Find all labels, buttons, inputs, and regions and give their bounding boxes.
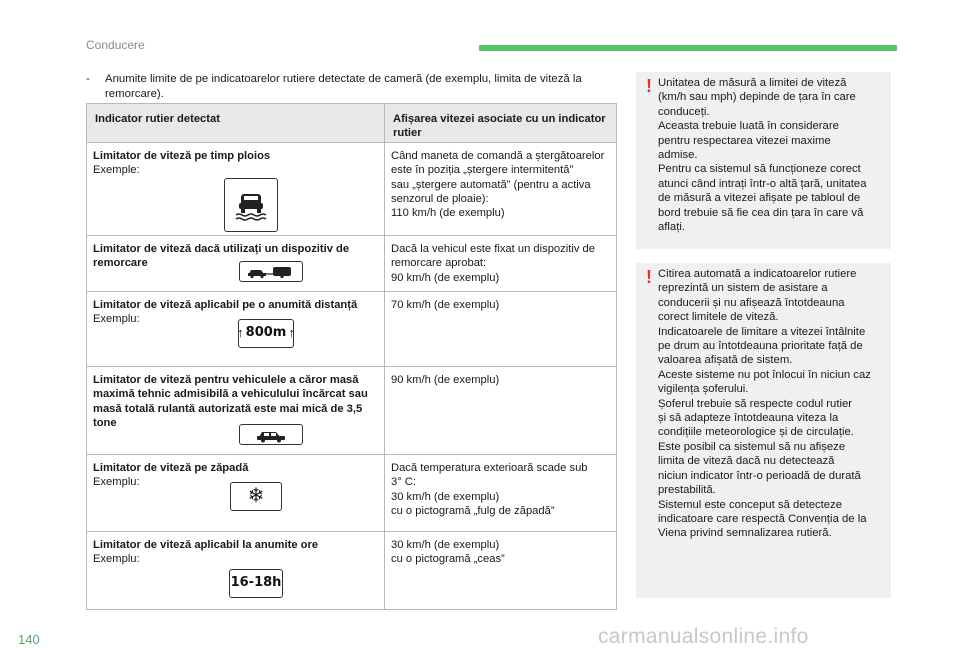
note-line: Șoferul trebuie să respecte codul rutier (658, 397, 853, 410)
speed-cell (385, 292, 617, 367)
header-detected-sign: Indicator rutier detectat (87, 104, 385, 143)
sign-cell (87, 236, 385, 292)
speed-line: Dacă temperatura exterioară scade sub (391, 462, 588, 474)
traffic-sign-table (86, 103, 617, 610)
distance-sign-icon: ↑ 800m ↑ (238, 319, 294, 348)
intro-paragraph (86, 72, 616, 102)
sign-cell (87, 143, 385, 236)
note-line: Indicatoarele de limitare a vitezei întâlnite (658, 325, 866, 338)
table-row (87, 455, 617, 532)
speed-line: 110 km/h (de exemplu) (391, 207, 505, 220)
note-line: vigilența șoferului. (658, 383, 749, 396)
note-line: Viena privind semnalizarea rutieră. (658, 527, 832, 540)
row-sub: Exemplu: (93, 553, 140, 566)
speed-line: este în poziția „ștergere intermitentă” (391, 164, 574, 177)
note-line: condițiile meteorologice și de circulație. (658, 426, 854, 439)
note-line: niciun indicator într-o perioadă de durată (658, 469, 861, 482)
table-header-row (87, 104, 617, 143)
note-line: Aceste sisteme nu pot înlocui în niciun caz (658, 368, 871, 381)
row-title: Limitator de viteză aplicabil pe o anumită distanță (93, 299, 358, 311)
sign-cell (87, 292, 385, 367)
note-line: Pentru ca sistemul să funcționeze corect (658, 163, 861, 176)
snowflake-sign-icon: ❄ (230, 482, 282, 511)
speed-line: 70 km/h (de exemplu) (391, 299, 500, 311)
speed-cell (385, 455, 617, 532)
car-trailer-sign-icon (239, 261, 303, 282)
bullet-dash: - (86, 73, 90, 85)
speed-cell (385, 236, 617, 292)
row-sub: Exemplu: (93, 476, 140, 489)
section-title: Conducere (86, 38, 145, 52)
note-line: prestabilită. (658, 484, 716, 497)
speed-line: Când maneta de comandă a ștergătoarelor (391, 150, 605, 162)
row-title: Limitator de viteză pentru vehiculele a căror masă maximă tehnic admisibilă a vehiculului încărcat sau masă totală rulantă autorizată este mai mică de 3,5 tone (93, 374, 368, 429)
note-line: pentru respectarea vitezei maxime (658, 134, 831, 147)
table-row (87, 292, 617, 367)
car-sign-icon (239, 424, 303, 445)
table-row (87, 236, 617, 292)
speed-line: cu o pictogramă „ceas” (391, 553, 505, 566)
speed-line: 30 km/h (de exemplu) (391, 490, 500, 503)
sign-cell (87, 532, 385, 610)
note-line: bord trebuie să fie cea din țara în care vă (658, 206, 864, 219)
speed-line: remorcare aprobat: (391, 257, 487, 270)
intro-text: Anumite limite de pe indicatoarelor rutiere detectate de cameră (de exemplu, limita de viteză la remorcare). (105, 73, 582, 100)
time-sign-text: 16-18h (230, 574, 282, 590)
note-line: pe drum au întotdeauna prioritate față de (658, 340, 863, 353)
row-sub: Exemple: (93, 164, 140, 177)
speed-line: sau „ștergere automată” (pentru a activa (391, 178, 591, 191)
table-row (87, 367, 617, 455)
table-row (87, 143, 617, 236)
speed-cell (385, 367, 617, 455)
note-line: limita de viteză dacă nu detectează (658, 455, 835, 468)
speed-line: 3° C: (391, 476, 416, 489)
warning-exclamation-icon: ! (646, 76, 652, 96)
speed-line: cu o pictogramă „fulg de zăpadă” (391, 504, 555, 517)
note-line: valoarea afișată de sistem. (658, 354, 793, 367)
note-line: admise. (658, 149, 698, 162)
rain-road-sign-icon (224, 178, 278, 232)
row-title: Limitator de viteză aplicabil la anumite ore (93, 539, 319, 551)
speed-line: Dacă la vehicul este fixat un dispozitiv de (391, 243, 595, 255)
note-line: Este posibil ca sistemul să nu afișeze (658, 440, 846, 453)
note-text (658, 76, 888, 234)
header-speed-display: Afișarea vitezei asociate cu un indicator rutier (385, 104, 617, 143)
note-line: corect limitele de viteză. (658, 311, 779, 324)
note-line: (km/h sau mph) depinde de țara în care (658, 91, 856, 104)
note-line: Aceasta trebuie luată în considerare (658, 120, 839, 133)
note-line: atunci când intrați într-o altă țară, unitatea (658, 177, 867, 190)
row-title: Limitator de viteză pe zăpadă (93, 462, 249, 474)
note-line: conduceți. (658, 105, 710, 118)
sign-cell (87, 455, 385, 532)
header-accent-bar (479, 45, 897, 51)
warning-exclamation-icon: ! (646, 267, 652, 287)
row-sub: Exemplu: (93, 313, 140, 326)
speed-cell (385, 143, 617, 236)
note-line: conducerii și nu afișează întotdeauna (658, 296, 845, 309)
row-title: Limitator de viteză pe timp ploios (93, 150, 271, 162)
note-line: reprezintă un sistem de asistare a (658, 282, 828, 295)
warning-note (636, 72, 891, 249)
note-line: indicatoare care respectă Convenția de la (658, 512, 867, 525)
time-sign-icon (229, 569, 283, 598)
speed-line: 90 km/h (de exemplu) (391, 374, 500, 386)
table-row (87, 532, 617, 610)
speed-cell (385, 532, 617, 610)
distance-sign-text: 800m (245, 324, 287, 340)
sign-cell (87, 367, 385, 455)
watermark: carmanualsonline.info (598, 625, 809, 648)
note-line: Citirea automată a indicatoarelor rutiere (658, 268, 857, 280)
note-line: de măsură a vitezei afișate pe tabloul de (658, 192, 861, 205)
note-line: și să adapteze întotdeauna viteza la (658, 412, 839, 425)
page-number: 140 (18, 632, 40, 647)
warning-note (636, 263, 891, 598)
note-line: Unitatea de măsură a limitei de viteză (658, 77, 847, 89)
note-line: Sistemul este conceput să detecteze (658, 498, 842, 511)
note-text (658, 267, 888, 541)
row-title: Limitator de viteză dacă utilizați un dispozitiv de remorcare (93, 243, 350, 270)
speed-line: 30 km/h (de exemplu) (391, 539, 500, 551)
speed-line: senzorul de ploaie): (391, 192, 489, 205)
speed-line: 90 km/h (de exemplu) (391, 271, 500, 284)
note-line: aflați. (658, 221, 686, 234)
